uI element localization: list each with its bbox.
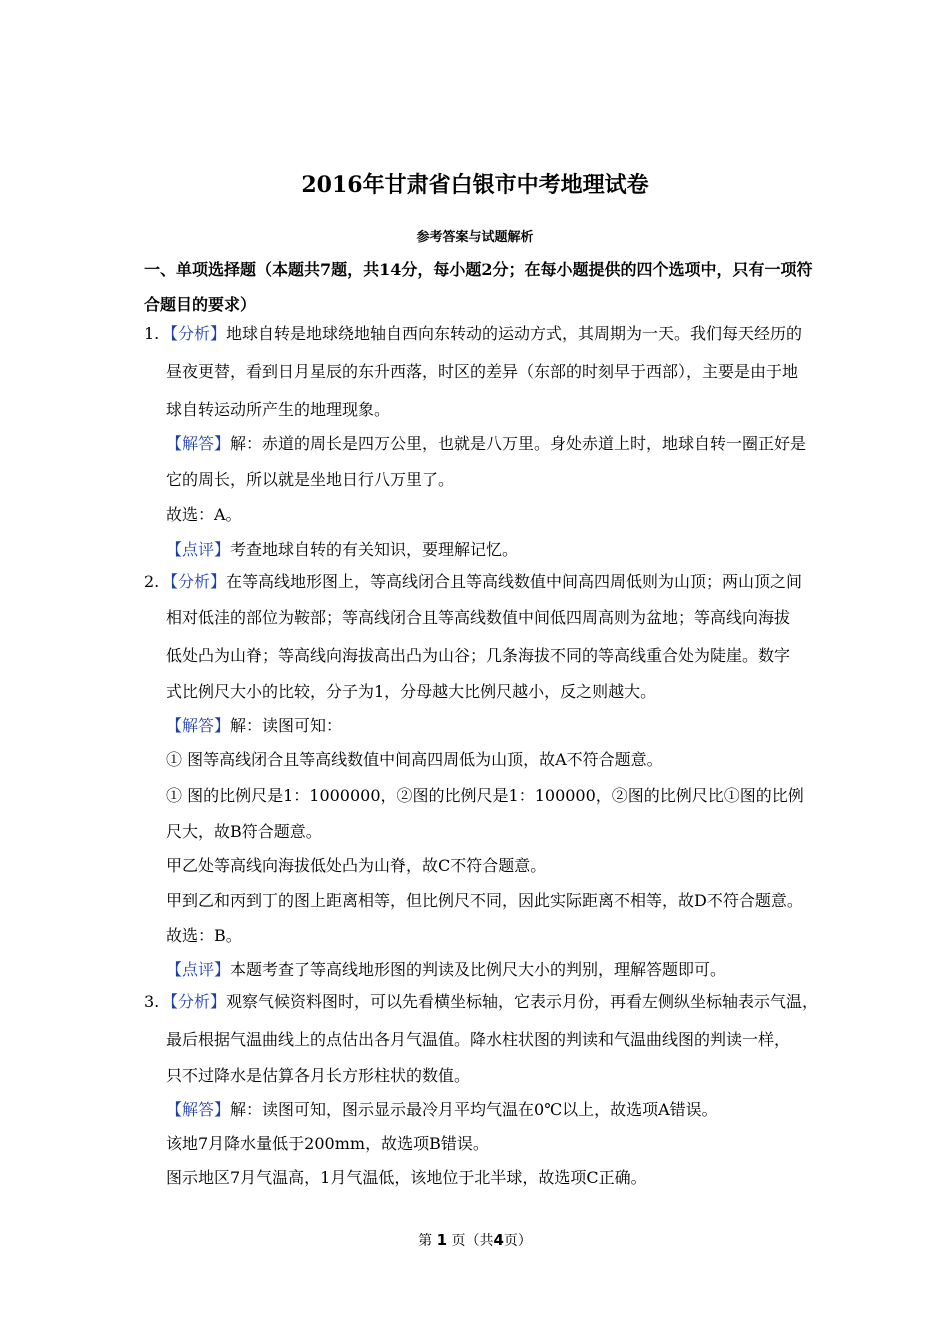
q3-answer-line-2: 该地7月降水量低于200mm，故选项B错误。 <box>166 1134 489 1153</box>
page-title: 2016年甘肃省白银市中考地理试卷 <box>301 172 649 198</box>
analysis-tag: 【分析】 <box>162 992 227 1011</box>
q1-answer-line-1: 【解答】解：赤道的周长是四万公里，也就是八万里。身处赤道上时，地球自转一圈正好是 <box>166 434 807 453</box>
q2-comment: 【点评】本题考查了等高线地形图的判读及比例尺大小的判别，理解答题即可。 <box>166 960 727 979</box>
q1-answer-line-2: 它的周长，所以就是坐地日行八万里了。 <box>166 470 455 489</box>
answer-tag: 【解答】 <box>166 716 231 735</box>
q1-analysis-line-1: 1. 【分析】地球自转是地球绕地轴自西向东转动的运动方式，其周期为一天。我们每天经历的 <box>144 324 803 343</box>
q3-analysis-line-2: 最后根据气温曲线上的点估出各月气温值。降水柱状图的判读和气温曲线图的判读一样， <box>166 1030 791 1049</box>
comment-tag: 【点评】 <box>166 540 231 559</box>
question-number: 1. <box>144 324 160 343</box>
comment-tag: 【点评】 <box>166 960 231 979</box>
q2-answer-line-5: 甲乙处等高线向海拔低处凸为山脊，故C不符合题意。 <box>166 856 547 875</box>
question-number: 2. <box>144 572 160 591</box>
answer-tag: 【解答】 <box>166 1100 231 1119</box>
q2-answer-line-6: 甲到乙和丙到丁的图上距离相等，但比例尺不同，因此实际距离不相等，故D不符合题意。 <box>166 891 803 910</box>
q2-answer-line-1: 【解答】解：读图可知： <box>166 716 343 735</box>
q2-answer-line-4: 尺大，故B符合题意。 <box>166 822 322 841</box>
current-page-number: 1 <box>436 1231 447 1249</box>
q2-analysis-line-2: 相对低洼的部位为鞍部；等高线闭合且等高线数值中间低四周高则为盆地；等高线向海拔 <box>166 608 791 627</box>
q2-answer-line-2: ① 图等高线闭合且等高线数值中间高四周低为山顶，故A不符合题意。 <box>166 750 663 769</box>
q1-analysis-line-2: 昼夜更替，看到日月星辰的东升西落，时区的差异（东部的时刻早于西部），主要是由于地 <box>166 362 799 381</box>
q2-choice: 故选：B。 <box>166 926 242 945</box>
q1-choice: 故选：A。 <box>166 505 242 524</box>
q1-comment: 【点评】考查地球自转的有关知识，要理解记忆。 <box>166 540 519 559</box>
q2-analysis-line-1: 2. 【分析】在等高线地形图上，等高线闭合且等高线数值中间高四周低则为山顶；两山顶之间 <box>144 572 803 591</box>
q1-analysis-line-3: 球自转运动所产生的地理现象。 <box>166 400 391 419</box>
page-footer: 第 1 页（共4页） <box>418 1231 532 1249</box>
question-number: 3. <box>144 992 160 1011</box>
section-heading: 一、单项选择题（本题共7题，共14分，每小题2分；在每小题提供的四个选项中，只有一项符合题目的要求） <box>144 260 813 314</box>
q3-answer-line-3: 图示地区7月气温高，1月气温低，该地位于北半球，故选项C正确。 <box>166 1168 647 1187</box>
q3-analysis-line-1: 3. 【分析】观察气候资料图时，可以先看横坐标轴，它表示月份，再看左侧纵坐标轴表示气温， <box>144 992 819 1011</box>
q2-analysis-line-4: 式比例尺大小的比较，分子为1，分母越大比例尺越小，反之则越大。 <box>166 682 657 701</box>
answer-tag: 【解答】 <box>166 434 231 453</box>
q2-answer-line-3: ① 图的比例尺是1：1000000，②图的比例尺是1：100000，②图的比例尺比①图的比例 <box>166 786 804 805</box>
analysis-tag: 【分析】 <box>162 324 227 343</box>
q2-analysis-line-3: 低处凸为山脊；等高线向海拔高出凸为山谷；几条海拔不同的等高线重合处为陡崖。数字 <box>166 646 791 665</box>
total-pages-number: 4 <box>493 1231 504 1249</box>
analysis-tag: 【分析】 <box>162 572 227 591</box>
page-subtitle: 参考答案与试题解析 <box>416 230 534 245</box>
q3-answer-line-1: 【解答】解：读图可知，图示显示最冷月平均气温在0℃以上，故选项A错误。 <box>166 1100 718 1119</box>
q3-analysis-line-3: 只不过降水是估算各月长方形柱状的数值。 <box>166 1066 471 1085</box>
